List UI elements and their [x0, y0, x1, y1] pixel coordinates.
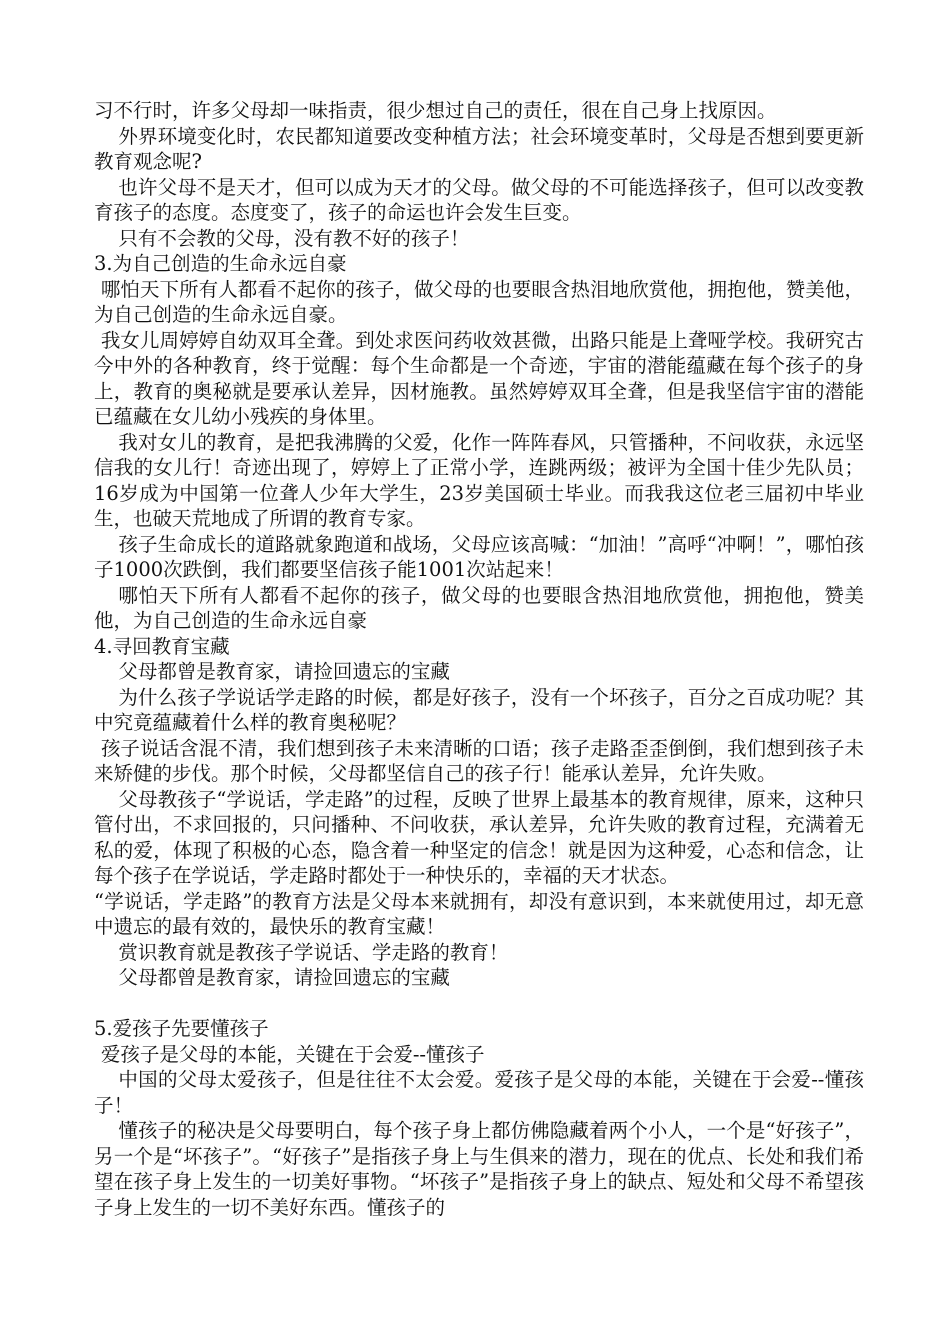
- paragraph: 只有不会教的父母，没有教不好的孩子！: [118, 226, 470, 250]
- paragraph: 外界环境变化时，农民都知道要改变种植方法；社会环境变革时，父母是否想到要更新教育观念呢?: [94, 124, 864, 173]
- paragraph: 我女儿周婷婷自幼双耳全聋。到处求医问药收效甚微，出路只能是上聋哑学校。我研究古今中外的各种教育，终于觉醒：每个生命都是一个奇迹，宇宙的潜能蕴藏在每个孩子的身上，教育的奥秘就是要承认差异，因材施教。虽然婷婷双耳全聋，但是我坚信宇宙的潜能已蕴藏在女儿幼小残疾的身体里。: [94, 328, 864, 428]
- paragraph: 为什么孩子学说话学走路的时候，都是好孩子，没有一个坏孩子，百分之百成功呢？其中究竟蕴藏着什么样的教育奥秘呢？: [94, 685, 864, 734]
- section-heading: 5.爱孩子先要懂孩子: [94, 1017, 269, 1040]
- paragraph: 父母都曾是教育家，请捡回遗忘的宝藏: [118, 966, 450, 989]
- paragraph: 赏识教育就是教孩子学说话、学走路的教育！: [118, 940, 509, 964]
- section-heading: 3.为自己创造的生命永远自豪: [94, 252, 347, 275]
- paragraph: “学说话，学走路”的教育方法是父母本来就拥有，却没有意识到，本来就使用过，却无意中遗忘的最有效的，最快乐的教育宝藏！: [94, 889, 864, 938]
- document-page: [94, 98, 864, 1220]
- paragraph: 孩子生命成长的道路就象跑道和战场，父母应该高喊：“加油！”高呼“冲啊！”，哪怕孩子1000次跌倒，我们都要坚信孩子能1001次站起来！: [94, 532, 864, 581]
- paragraph: 爱孩子是父母的本能，关键在于会爱--懂孩子: [100, 1042, 485, 1066]
- paragraph: 父母都曾是教育家，请捡回遗忘的宝藏: [118, 660, 450, 683]
- paragraph: 哪怕天下所有人都看不起你的孩子，做父母的也要眼含热泪地欣赏他，拥抱他，赞美他，为自己创造的生命永远自豪: [94, 583, 864, 632]
- paragraph: 习不行时，许多父母却一味指责，很少想过自己的责任，很在自己身上找原因。: [94, 99, 777, 122]
- paragraph: 懂孩子的秘决是父母要明白，每个孩子身上都仿佛隐藏着两个小人，一个是“好孩子”，另一个是“坏孩子”。“好孩子”是指孩子身上与生俱来的潜力，现在的优点、长处和我们希望在孩子身上发生的一切美好事物。“坏孩子”是指孩子身上的缺点、短处和父母不希望孩子身上发生的一切不美好东西。懂孩子的: [94, 1119, 864, 1219]
- paragraph: 孩子说话含混不清，我们想到孩子未来清晰的口语；孩子走路歪歪倒倒，我们想到孩子未来矫健的步伐。那个时候，父母都坚信自己的孩子行！能承认差异，允许失败。: [94, 736, 864, 785]
- paragraph: 我对女儿的教育，是把我沸腾的父爱，化作一阵阵春风，只管播种，不问收获，永远坚信我的女儿行！奇迹出现了，婷婷上了正常小学，连跳两级；被评为全国十佳少先队员；16岁成为中国第一位聋人少年大学生，23岁美国硕士毕业。而我我这位老三届初中毕业生，也破天荒地成了所谓的教育专家。: [94, 430, 864, 530]
- section-heading: 4.寻回教育宝藏: [94, 634, 230, 658]
- paragraph: 中国的父母太爱孩子，但是往往不太会爱。爱孩子是父母的本能，关键在于会爱--懂孩子！: [94, 1068, 864, 1117]
- paragraph: 也许父母不是天才，但可以成为天才的父母。做父母的不可能选择孩子，但可以改变教育孩子的态度。态度变了，孩子的命运也许会发生巨变。: [94, 175, 864, 224]
- paragraph: 哪怕天下所有人都看不起你的孩子，做父母的也要眼含热泪地欣赏他，拥抱他，赞美他，为自己创造的生命永远自豪。: [94, 277, 864, 326]
- paragraph: 父母教孩子“学说话，学走路”的过程，反映了世界上最基本的教育规律，原来，这种只管付出，不求回报的，只问播种、不问收获，承认差异，允许失败的教育过程，充满着无私的爱，体现了积极的心态，隐含着一种坚定的信念！就是因为这种爱，心态和信念，让每个孩子在学说话，学走路时都处于一种快乐的，幸福的天才状态。: [94, 787, 864, 887]
- blank-line: [94, 991, 864, 1017]
